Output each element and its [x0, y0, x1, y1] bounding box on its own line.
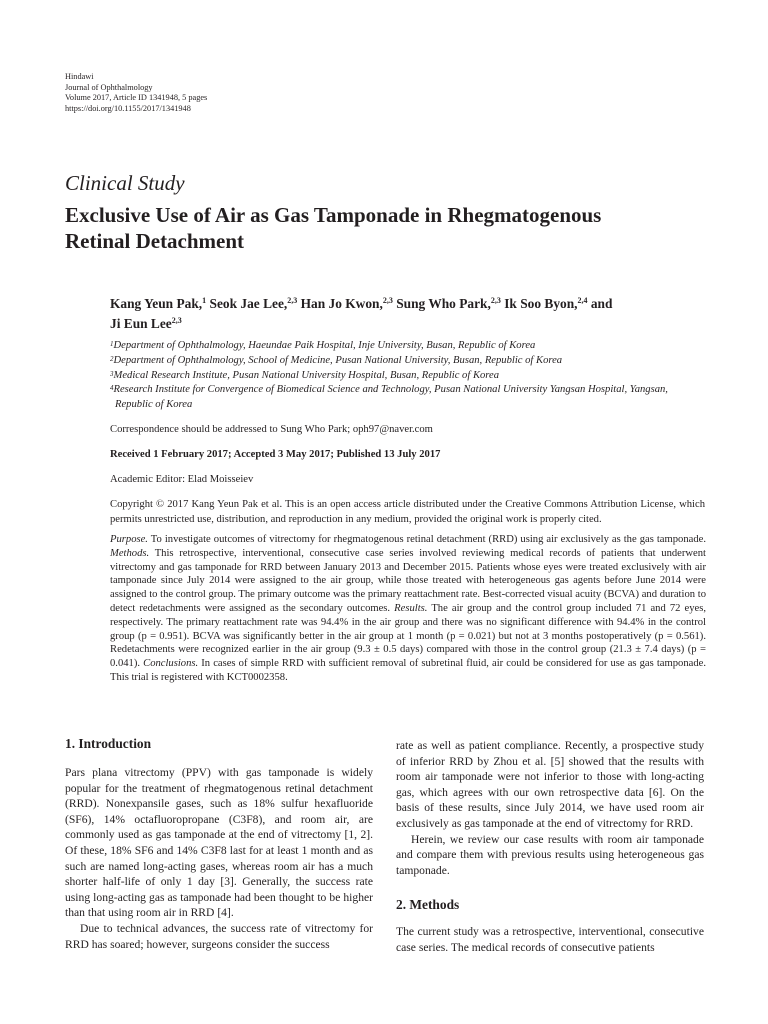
author-name: Kang Yeun Pak,	[110, 296, 203, 311]
affiliation-text: Department of Ophthalmology, School of Medicine, Pusan National University, Busan, Republic of Korea	[113, 354, 563, 366]
affiliation-text: Research Institute for Convergence of Biomedical Science and Technology, Pusan National University Yangsan Hospital, Yangsan,	[113, 384, 668, 396]
publisher-name: Hindawi	[65, 72, 94, 81]
affiliation-number: 3	[110, 369, 114, 378]
abstract-purpose-text: To investigate outcomes of vitrectomy for rhegmatogenous retinal detachment (RRD) using air exclusively as the gas tamponade.	[147, 534, 706, 545]
author-name: Ji Eun Lee	[110, 316, 172, 331]
academic-editor: Academic Editor: Elad Moisseiev	[110, 474, 254, 485]
abstract-methods-label: Methods.	[110, 547, 150, 559]
right-column	[396, 738, 704, 878]
affiliation-item	[110, 339, 710, 354]
author-separator: and	[587, 296, 613, 311]
author-affiliation-mark: 2,3	[171, 316, 182, 325]
abstract-methods-text: This retrospective, interventional, consecutive case series involved reviewing medical records of patients that underwent vitrectomy and gas tamponade for RRD between January 2013 and December 2015. Patients whose eyes were treated exclusively with air tamponade since July 2014 were assigned to the air group, while those treated with heterogeneous gas agents before June 2014 were assigned to the control group. The primary outcome was the primary reattachment rate. Best-corrected visual acuity (BCVA) and duration to detect redetachments were assigned as the secondary outcomes.	[110, 547, 706, 614]
journal-name: Journal of Ophthalmology	[65, 82, 153, 92]
abstract-results-label: Results.	[394, 602, 428, 614]
intro-paragraph-3: rate as well as patient compliance. Recently, a prospective study of inferior RRD by Zhou et al. [5] showed that the results with room air tamponade were not inferior to those with long-acting gas, which agrees with our own retrospective data [6]. On the basis of these results, since July 2014, we have used room air exclusively as gas tamponade at the end of vitrectomy for RRD.	[396, 739, 704, 830]
affiliation-item	[110, 354, 710, 369]
intro-paragraph-2: Due to technical advances, the success rate of vitrectomy for RRD has soared; however, surgeons consider the success	[65, 921, 373, 951]
methods-heading: 2. Methods	[396, 897, 460, 912]
methods-column	[396, 924, 704, 955]
author-list	[110, 294, 730, 334]
intro-paragraph-1: Pars plana vitrectomy (PPV) with gas tamponade is widely popular for the treatment of rhegmatogenous retinal detachment (RRD). Nonexpansile gases, such as 18% sulfur hexafluoride (SF6), 14% octafluoropropane (C3F8), and room air, are commonly used as gas tamponade at the end of vitrectomy [1, 2]. Of these, 18% SF6 and 14% C3F8 last for at least 1 month and as such are named long-acting gases, whereas room air has a much shorter half-life of only 1 day [3]. Generally, the success rate using long-acting gas as tamponade had been thought to be higher than that using room air in RRD [4].	[65, 766, 373, 920]
author-affiliation-mark: 2,3	[490, 296, 501, 305]
publication-dates: Received 1 February 2017; Accepted 3 May 2017; Published 13 July 2017	[110, 449, 441, 460]
affiliation-continuation: Republic of Korea	[115, 399, 193, 411]
introduction-heading: 1. Introduction	[65, 736, 152, 751]
affiliation-number: 4	[110, 384, 114, 393]
left-column	[65, 765, 373, 952]
affiliation-item	[110, 383, 710, 398]
author-name: Ik Soo Byon,	[504, 296, 578, 311]
abstract	[110, 533, 706, 685]
article-type: Clinical Study	[65, 171, 185, 195]
journal-header	[65, 72, 207, 114]
affiliation-item	[110, 369, 710, 384]
copyright-notice: Copyright © 2017 Kang Yeun Pak et al. This is an open access article distributed under the Creative Commons Attribution License, which permits unrestricted use, distribution, and reproduction in any medium, provided the original work is properly cited.	[110, 499, 705, 525]
author-name: Seok Jae Lee,	[209, 296, 288, 311]
author-name: Sung Who Park,	[396, 296, 491, 311]
article-title	[65, 202, 601, 254]
abstract-purpose-label: Purpose.	[110, 534, 148, 545]
affiliation-text: Department of Ophthalmology, Haeundae Paik Hospital, Inje University, Busan, Republic of Korea	[113, 340, 536, 351]
affiliation-list	[110, 339, 710, 413]
author-affiliation-mark: 2,3	[287, 296, 298, 305]
affiliation-number: 1	[110, 340, 114, 348]
affiliation-number: 2	[110, 354, 114, 363]
affiliation-text: Medical Research Institute, Pusan National University Hospital, Busan, Republic of Korea	[113, 369, 500, 381]
title-line-1: Exclusive Use of Air as Gas Tamponade in Rhegmatogenous	[65, 203, 602, 227]
author-affiliation-mark: 2,4	[577, 296, 588, 305]
author-affiliation-mark: 1	[202, 296, 207, 305]
abstract-results-text: The air group and the control group included 71 and 72 eyes, respectively. The primary reattachment rate was 94.4% in the air group and there was no significant difference with 94.4% in the control group (p = 0.951). BCVA was significantly better in the air group at 1 month (p = 0.021) but not at 3 months postoperatively (p = 0.561). Redetachments were recognized earlier in the air group (9.3 ± 0.5 days) compared with those in the control group (21.3 ± 7.4 days) (p = 0.041).	[110, 602, 707, 670]
abstract-conclusions-text: In cases of simple RRD with sufficient removal of subretinal fluid, air could be considered for use as gas tamponade. This trial is registered with KCT0002358.	[110, 658, 706, 683]
correspondence-line: Correspondence should be addressed to Sung Who Park; oph97@naver.com	[110, 424, 433, 435]
title-line-2: Retinal Detachment	[65, 229, 245, 253]
author-name: Han Jo Kwon,	[300, 296, 383, 311]
abstract-conclusions-label: Conclusions.	[143, 658, 199, 670]
intro-paragraph-4: Herein, we review our case results with room air tamponade and compare them with previous results using heterogeneous gas tamponade.	[396, 832, 704, 877]
volume-line: Volume 2017, Article ID 1341948, 5 pages	[65, 93, 208, 103]
author-affiliation-mark: 2,3	[382, 296, 393, 305]
doi-link[interactable]: https://doi.org/10.1155/2017/1341948	[65, 103, 191, 113]
methods-paragraph-1: The current study was a retrospective, interventional, consecutive case series. The medical records of consecutive patients	[396, 925, 704, 954]
